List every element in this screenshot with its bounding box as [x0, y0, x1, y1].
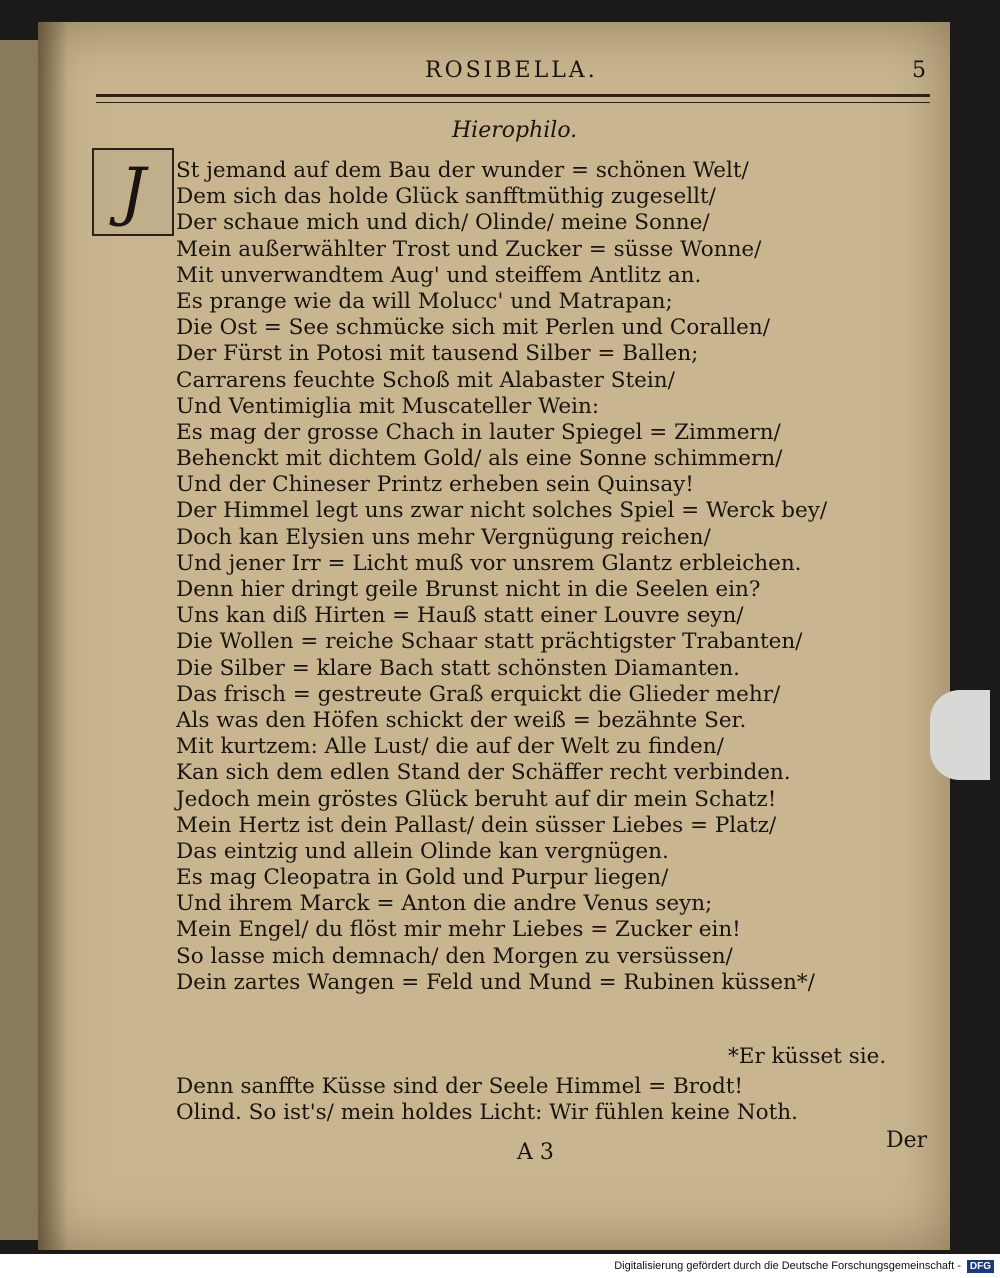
- drop-cap: J: [92, 148, 174, 236]
- verse-line: Dein zartes Wangen = Feld und Mund = Rubinen küssen*/: [176, 969, 815, 995]
- page-tab-marker: [930, 690, 990, 780]
- digitization-footer: [0, 1254, 1000, 1278]
- verse-line: Es prange wie da will Molucc' und Matrapan;: [176, 288, 673, 314]
- verse-block: [176, 158, 827, 996]
- page-number: 5: [912, 58, 926, 83]
- verse-line: Jedoch mein gröstes Glück beruht auf dir mein Schatz!: [176, 786, 777, 812]
- verse-line: Der Himmel legt uns zwar nicht solches Spiel = Werck bey/: [176, 498, 828, 524]
- verse-line: Und Ventimiglia mit Muscateller Wein:: [176, 393, 600, 419]
- verse-line: Die Wollen = reiche Schaar statt prächtigster Trabanten/: [176, 629, 803, 655]
- dfg-logo-icon: DFG: [967, 1260, 994, 1273]
- stage-direction: *Er küsset sie.: [728, 1044, 887, 1069]
- verse-line: Die Ost = See schmücke sich mit Perlen und Corallen/: [176, 315, 770, 341]
- verse-line: Die Silber = klare Bach statt schönsten Diamanten.: [176, 655, 740, 681]
- verse-line: Mit unverwandtem Aug' und steiffem Antlitz an.: [176, 262, 702, 288]
- footer-credit: Digitalisierung gefördert durch die Deutsche Forschungsgemeinschaft -: [614, 1260, 961, 1272]
- verse-line: Als was den Höfen schickt der weiß = bezähnte Ser.: [176, 707, 747, 733]
- previous-page-edge: [0, 40, 40, 1240]
- verse-line: Das eintzig und allein Olinde kan vergnügen.: [176, 838, 669, 864]
- verse-line: Mein Engel/ du flöst mir mehr Liebes = Zucker ein!: [176, 917, 741, 943]
- verse-line: St jemand auf dem Bau der wunder = schönen Welt/: [176, 158, 749, 183]
- binding-shadow: [38, 22, 68, 1250]
- verse-line: Mit kurtzem: Alle Lust/ die auf der Welt zu finden/: [176, 734, 724, 760]
- verse-line: Und ihrem Marck = Anton die andre Venus seyn;: [176, 891, 713, 917]
- verse-line: Der schaue mich und dich/ Olinde/ meine Sonne/: [176, 210, 710, 236]
- verse-line: Es mag der grosse Chach in lauter Spiegel = Zimmern/: [176, 419, 781, 445]
- verse-line: So lasse mich demnach/ den Morgen zu versüssen/: [176, 943, 733, 969]
- verse-line: Der Fürst in Potosi mit tausend Silber = Ballen;: [176, 341, 699, 367]
- verse-line: Dem sich das holde Glück sanfftmüthig zugesellt/: [176, 184, 716, 210]
- verse-line: Olind. So ist's/ mein holdes Licht: Wir fühlen keine Noth.: [176, 1100, 798, 1126]
- verse-line: Und der Chineser Printz erheben sein Quinsay!: [176, 472, 694, 498]
- speaker-name: Hierophilo.: [452, 118, 578, 143]
- verse-line: Und jener Irr = Licht muß vor unsrem Glantz erbleichen.: [176, 550, 802, 576]
- verse-line: Denn sanffte Küsse sind der Seele Himmel = Brodt!: [176, 1074, 744, 1099]
- catchword: Der: [886, 1128, 928, 1153]
- verse-line: Es mag Cleopatra in Gold und Purpur liegen/: [176, 865, 669, 891]
- running-head: ROSIBELLA.: [425, 58, 598, 83]
- verse-line: Denn hier dringt geile Brunst nicht in die Seelen ein?: [176, 577, 761, 602]
- verse-block-after: [176, 1074, 798, 1126]
- verse-line: Kan sich dem edlen Stand der Schäffer recht verbinden.: [176, 760, 791, 786]
- verse-line: Mein Hertz ist dein Pallast/ dein süsser Liebes = Platz/: [176, 812, 777, 838]
- verse-line: Mein außerwählter Trost und Zucker = süsse Wonne/: [176, 236, 762, 262]
- verse-line: Carrarens feuchte Schoß mit Alabaster Stein/: [176, 367, 675, 393]
- signature-mark: A 3: [517, 1140, 554, 1165]
- verse-line: Das frisch = gestreute Graß erquickt die Glieder mehr/: [176, 681, 781, 707]
- header-rule: [96, 94, 930, 103]
- verse-line: Behenckt mit dichtem Gold/ als eine Sonne schimmern/: [176, 446, 783, 472]
- verse-line: Doch kan Elysien uns mehr Vergnügung reichen/: [176, 524, 711, 550]
- verse-line: Uns kan diß Hirten = Hauß statt einer Louvre seyn/: [176, 603, 744, 629]
